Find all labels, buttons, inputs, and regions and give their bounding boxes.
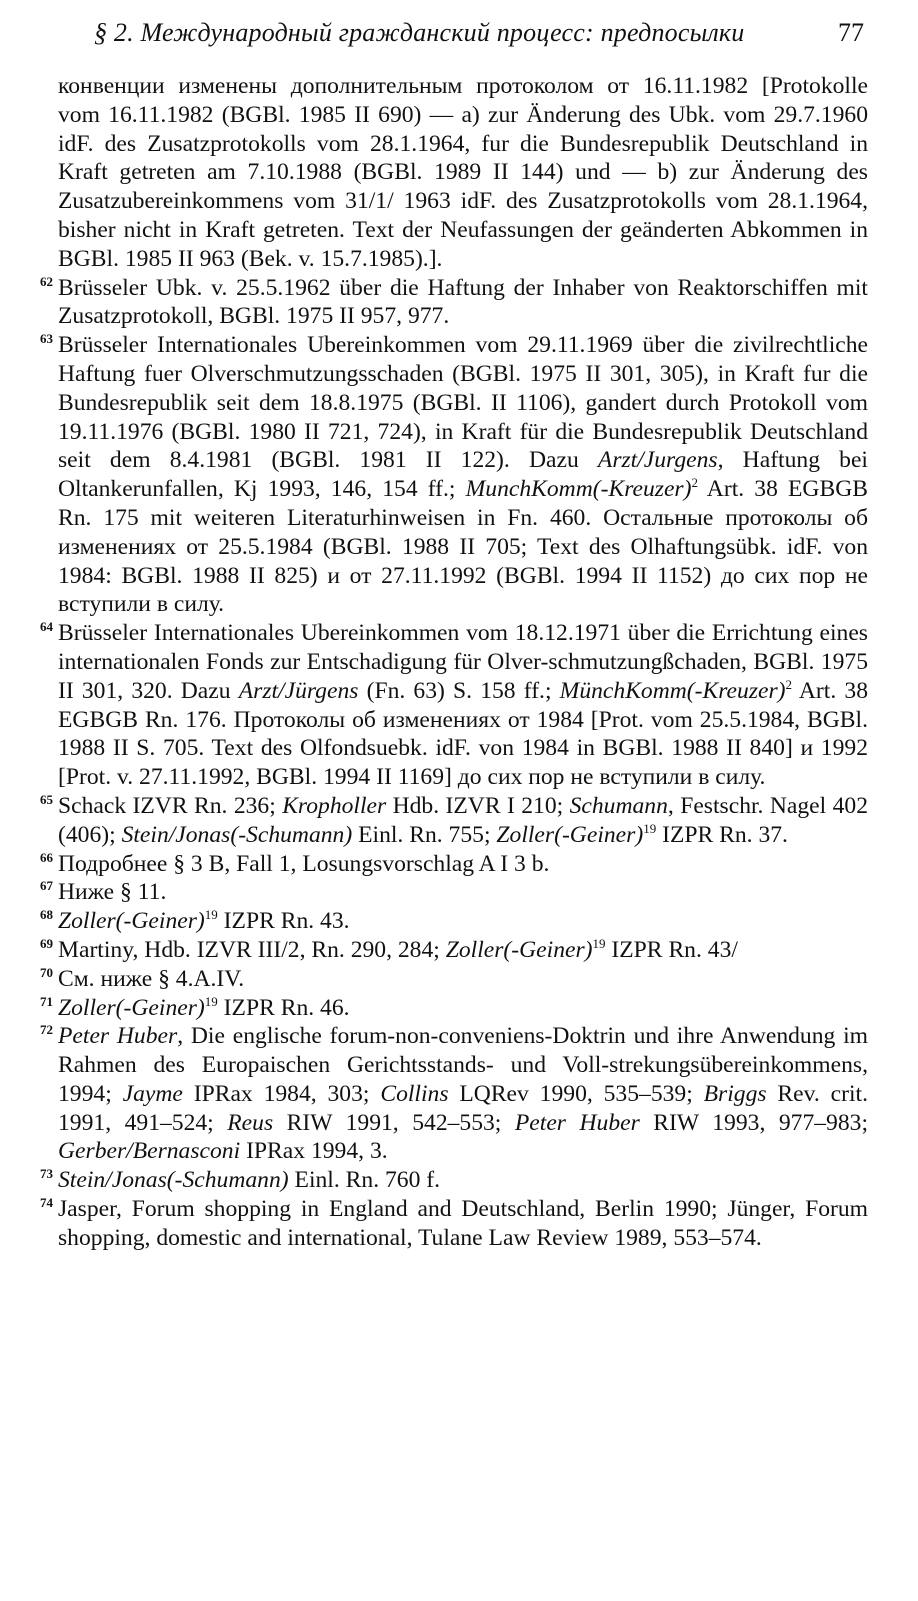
running-header xyxy=(52,16,868,56)
footnote-number: 66 xyxy=(40,849,53,865)
footnote-number: 73 xyxy=(40,1166,53,1182)
footnote-number: 70 xyxy=(40,964,53,980)
footnote-text: Ниже § 11. xyxy=(58,879,167,906)
footnote-65 xyxy=(40,791,868,850)
footnote-text: Stein/Jonas(-Schumann) Einl. Rn. 760 f. xyxy=(58,1167,441,1194)
footnote-number: 63 xyxy=(40,331,53,347)
footnote-number: 65 xyxy=(40,791,53,807)
footnote-68 xyxy=(40,907,868,936)
footnotes xyxy=(40,72,869,1253)
footnote-66 xyxy=(40,849,868,879)
footnote-number: 72 xyxy=(40,1022,53,1038)
footnote-text: Brüsseler Ubk. v. 25.5.1962 über die Haftung der Inhaber von Reaktorschiffen mit Zusatzprotokoll, BGBl. 1975 II 957, 977. xyxy=(58,274,868,330)
footnote-74 xyxy=(40,1195,868,1253)
footnote-text: Zoller(-Geiner)$^{19}$ IZPR Rn. 46. xyxy=(58,993,350,1021)
footnote-text: См. ниже § 4.A.IV. xyxy=(58,965,245,992)
footnote-62 xyxy=(40,273,868,332)
footnote-text: Zoller(-Geiner)$^{19}$ IZPR Rn. 43. xyxy=(58,907,350,935)
footnote-63 xyxy=(40,331,868,619)
footnote-number: 62 xyxy=(40,273,53,289)
footnote-number: 67 xyxy=(40,878,53,894)
footnote-text: Brüsseler Internationales Ubereinkommen vom 29.11.1969 über die zivilrechtliche Haftung fuer Olverschmutzungsschaden (BGBl. 1975 II 301, 305), in Kraft fur die Bundesrepublik seit dem 18.8.1975 (BGBl. II 1106), gandert durch Protokoll vom 19.11.1976 (BGBl. 1980 II 721, 724), in Kraft für die Bundesrepublik Deutschland seit dem 8.4.1981 (BGBl. 1981 II 122). Dazu Arzt/Jurgens, Haftung bei Oltankerunfallen, Kj 1993, 146, 154 ff.; MunchKomm(-Kreuzer)$^2$ Art. 38 EGBGB Rn. 175 mit weiteren Literaturhinweisen in Fn. 460. Остальные протоколы об изменениях от 25.5.1984 (BGBl. 1988 II 705; Text des Olhaftungsübk. idF. von 1984: BGBl. 1988 II 825) и от 27.11.1992 (BGBl. 1994 II 1152) до сих пор не вступили в силу. xyxy=(58,332,868,618)
footnote-text: Jasper, Forum shopping in England and Deutschland, Berlin 1990; Jünger, Forum shopping, domestic and international, Tulane Law Review 1989, 553–574. xyxy=(58,1196,868,1251)
footnote-69 xyxy=(40,935,868,965)
footnote-text: Подробнее § 3 B, Fall 1, Losungsvorschlag A I 3 b. xyxy=(58,850,550,877)
footnote-number: 74 xyxy=(40,1195,53,1211)
footnote-71 xyxy=(40,993,868,1023)
footnote-73 xyxy=(40,1166,868,1195)
footnote-number: 64 xyxy=(40,619,53,635)
footnote-number: 68 xyxy=(40,907,53,923)
page-number: 77 xyxy=(838,18,864,47)
footnote-text: Peter Huber, Die englische forum-non-conveniens-Doktrin und ihre Anwendung im Rahmen des Europaischen Gerichtsstands- und Voll-strekungsübereinkommens, 1994; Jayme IPRax 1984, 303; Collins LQRev 1990, 535–539; Briggs Rev. crit. 1991, 491–524; Reus RIW 1991, 542–553; Peter Huber RIW 1993, 977–983; Gerber/Bernasconi IPRax 1994, 3. xyxy=(58,1023,869,1165)
footnote-72 xyxy=(40,1022,869,1166)
footnote-70 xyxy=(40,964,868,994)
footnote-64 xyxy=(40,619,868,792)
footnote-text: Brüsseler Internationales Ubereinkommen vom 18.12.1971 über die Errichtung eines internationalen Fonds zur Entschadigung für Olver-schmutzungßchaden, BGBl. 1975 II 301, 320. Dazu Arzt/Jürgens (Fn. 63) S. 158 ff.; MünchKomm(-Kreuzer)$^2$ Art. 38 EGBGB Rn. 176. Протоколы об изменениях от 1984 [Prot. vom 25.5.1984, BGBl. 1988 II S. 705. Text des Olfondsuebk. idF. von 1984 in BGBl. 1988 II 840] и 1992 [Prot. v. 27.11.1992, BGBl. 1994 II 1169] до сих пор не вступили в силу. xyxy=(58,620,868,791)
footnote-67 xyxy=(40,878,868,907)
footnote-text: конвенции изменены дополнительным протоколом от 16.11.1982 [Protokolle vom 16.11.1982 (BGBl. 1985 II 690) — a) zur Änderung des Ubk. vom 29.7.1960 idF. des Zusatzprotokolls vom 28.1.1964, fur die Bundesrepublik Deutschland in Kraft getreten am 7.10.1988 (BGBl. 1989 II 144) und — b) zur Änderung des Zusatzubereinkommens vom 31/1/ 1963 idF. des Zusatzprotokolls vom 28.1.1964, bisher nicht in Kraft getreten. Text der Neufassungen der geänderten Abkommen in BGBl. 1985 II 963 (Bek. v. 15.7.1985).]. xyxy=(58,73,868,272)
running-title: § 2. Международный гражданский процесс: предпосылки xyxy=(94,18,745,47)
footnote-number: 69 xyxy=(40,935,53,951)
footnote-continuation xyxy=(52,72,868,274)
footnote-text: Martiny, Hdb. IZVR III/2, Rn. 290, 284; Zoller(-Geiner)$^{19}$ IZPR Rn. 43/ xyxy=(58,936,738,963)
footnote-text: Schack IZVR Rn. 236; Kropholler Hdb. IZVR I 210; Schumann, Festschr. Nagel 402 (406); Stein/Jonas(-Schumann) Einl. Rn. 755; Zoller(-Geiner)$^{19}$ IZPR Rn. 37. xyxy=(58,792,868,848)
footnote-number: 71 xyxy=(40,993,53,1009)
